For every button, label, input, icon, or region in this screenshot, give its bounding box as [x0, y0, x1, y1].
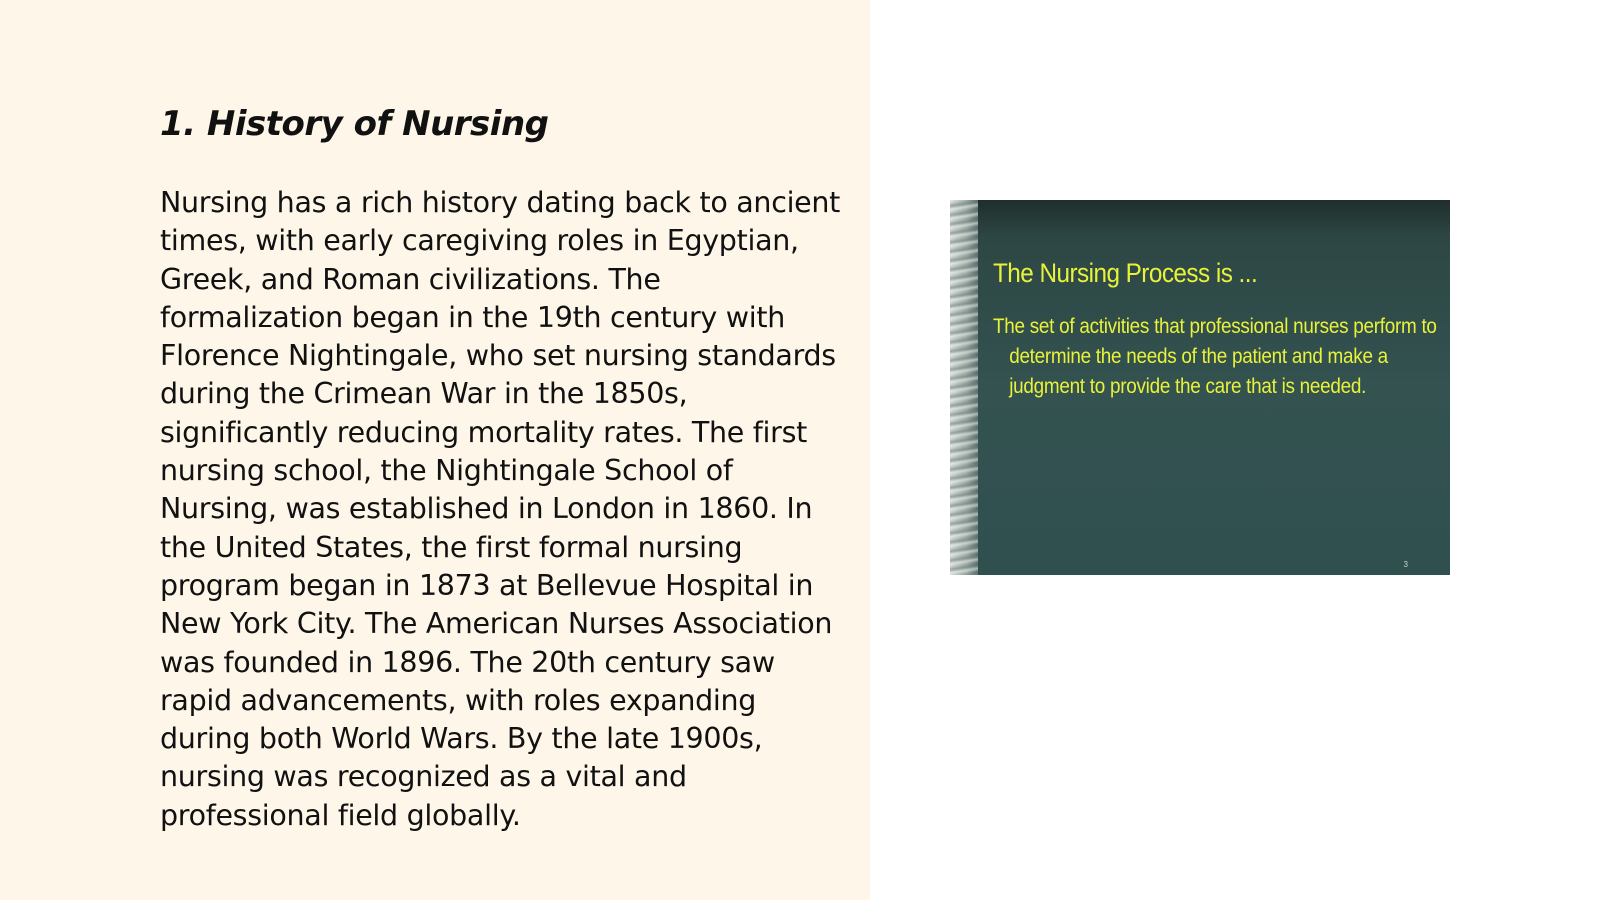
slide-body-text: Nursing has a rich history dating back to ancient times, with early caregiving roles in Egyptian, Greek, and Roman civilizations. The formalization began in the 19th century with Florence Nightingale, who set nursing standards during the Crimean War in the 1850s, significantly reducing mortality rates. The first nursing school, the Nightingale School of Nursing, was established in London in 1860. In the United States, the first formal nursing program began in 1873 at Bellevue Hospital in New York City. The American Nurses Association was founded in 1896. The 20th century saw rapid advancements, with roles expanding during both World Wars. By the late 1900s, nursing was recognized as a vital and professional field globally. [160, 186, 841, 832]
slide-title: 1. History of Nursing [160, 104, 549, 144]
decorative-texture-strip [950, 200, 978, 575]
embedded-slide-image [950, 200, 1450, 575]
embedded-slide-page-number: 3 [1403, 560, 1408, 569]
embedded-slide-body: The set of activities that professional nurses perform to determine the needs of the patient and make a judgment to provide the care that is needed. [993, 315, 1437, 398]
embedded-slide-title: The Nursing Process is ... [993, 258, 1258, 288]
